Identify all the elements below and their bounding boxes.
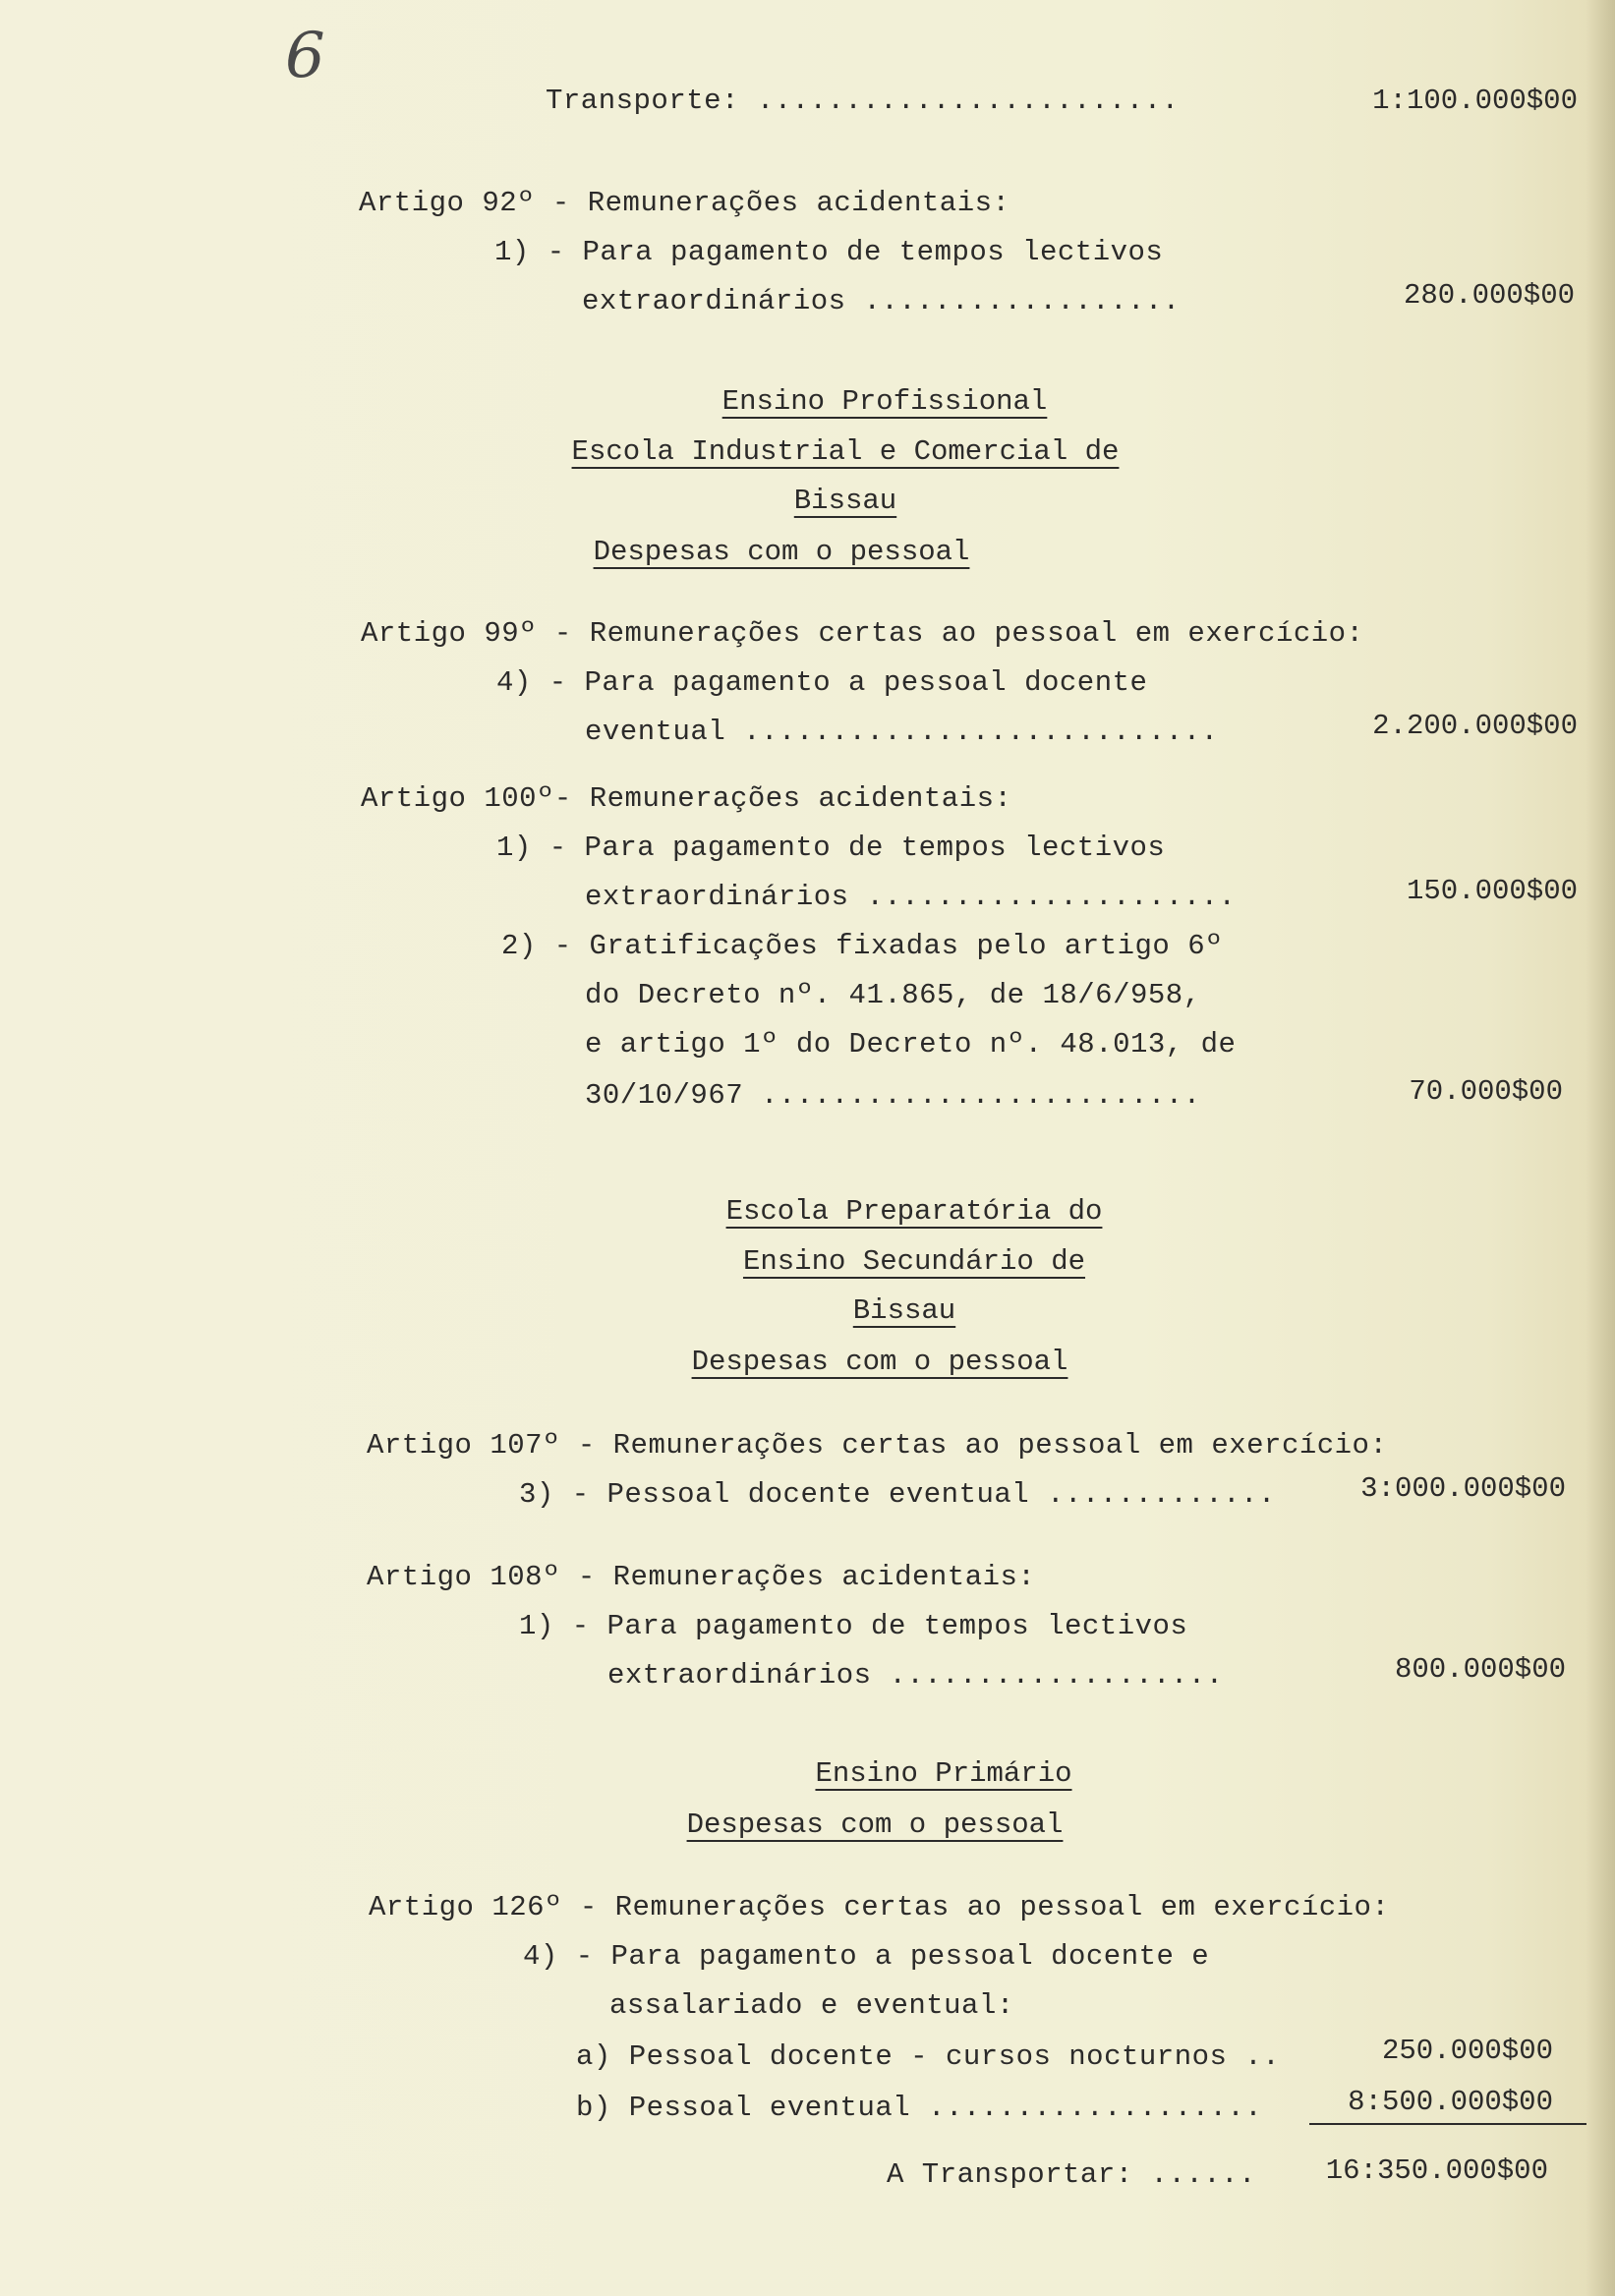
art100-item1-line2: extraordinários ..................... (585, 881, 1237, 913)
art100-item1-line1: 1) - Para pagamento de tempos lectivos (496, 832, 1166, 864)
sec1-heading-1: Ensino Profissional (721, 385, 1048, 418)
art108-amount: 800.000$00 (1394, 1653, 1566, 1686)
art99-amount: 2.200.000$00 (1372, 710, 1578, 742)
art100-item2-line2: do Decreto nº. 41.865, de 18/6/958, (585, 979, 1201, 1011)
art92-item1-line1: 1) - Para pagamento de tempos lectivos (494, 236, 1164, 268)
art100-item2-line4: 30/10/967 ......................... (585, 1079, 1201, 1112)
sec3-heading-1: Ensino Primário (815, 1757, 1072, 1790)
art108-item1-line1: 1) - Para pagamento de tempos lectivos (519, 1610, 1188, 1642)
art126-item4-line1: 4) - Para pagamento a pessoal docente e (523, 1940, 1210, 1973)
transport-in-amount: 1:100.000$00 (1372, 85, 1578, 117)
transport-out-amount: 16:350.000$00 (1325, 2154, 1548, 2187)
sec2-heading-1: Escola Preparatória do (725, 1195, 1103, 1228)
transport-out-label: A Transportar: ...... (887, 2158, 1256, 2191)
sec1-heading-2: Escola Industrial e Comercial de (571, 435, 1120, 468)
page-edge-shadow (1586, 0, 1615, 2296)
handwritten-page-number: 6 (285, 20, 325, 92)
art99-item4-line1: 4) - Para pagamento a pessoal docente (496, 666, 1148, 699)
art126-amount-b: 8:500.000$00 (1348, 2086, 1553, 2118)
art108-item1-line2: extraordinários ................... (607, 1659, 1224, 1692)
art99-title: Artigo 99º - Remunerações certas ao pessoal em exercício: (361, 617, 1364, 650)
art100-amount2: 70.000$00 (1409, 1075, 1563, 1108)
sec2-heading-2: Ensino Secundário de (742, 1245, 1086, 1278)
art92-item1-line2: extraordinários .................. (582, 285, 1181, 317)
sec2-heading-3: Bissau (852, 1294, 956, 1327)
art107-title: Artigo 107º - Remunerações certas ao pessoal em exercício: (367, 1429, 1388, 1462)
sec1-heading-3: Bissau (793, 485, 897, 517)
art126-item4-line2: assalariado e eventual: (609, 1989, 1014, 2022)
art108-title: Artigo 108º - Remunerações acidentais: (367, 1561, 1036, 1593)
art100-title: Artigo 100º- Remunerações acidentais: (361, 782, 1012, 815)
art92-amount: 280.000$00 (1403, 279, 1575, 312)
art107-item3: 3) - Pessoal docente eventual ............. (519, 1478, 1276, 1511)
sec2-heading-4: Despesas com o pessoal (691, 1346, 1068, 1378)
art100-item2-line3: e artigo 1º do Decreto nº. 48.013, de (585, 1028, 1237, 1061)
sec1-heading-4: Despesas com o pessoal (593, 536, 970, 568)
art126-amount-a: 250.000$00 (1381, 2035, 1553, 2067)
art126-item-b: b) Pessoal eventual ................... (576, 2092, 1263, 2124)
art92-title: Artigo 92º - Remunerações acidentais: (359, 187, 1010, 219)
art100-item2-line1: 2) - Gratificações fixadas pelo artigo 6º (501, 930, 1224, 962)
transport-in-label: Transporte: ........................ (546, 85, 1180, 117)
art107-amount: 3:000.000$00 (1360, 1472, 1566, 1505)
art99-item4-line2: eventual ........................... (585, 716, 1219, 748)
art126-item-a: a) Pessoal docente - cursos nocturnos .. (576, 2040, 1281, 2073)
sec3-heading-2: Despesas com o pessoal (686, 1808, 1064, 1841)
art100-amount1: 150.000$00 (1406, 875, 1578, 907)
art126-title: Artigo 126º - Remunerações certas ao pessoal em exercício: (369, 1891, 1390, 1923)
subtotal-rule (1309, 2123, 1586, 2125)
